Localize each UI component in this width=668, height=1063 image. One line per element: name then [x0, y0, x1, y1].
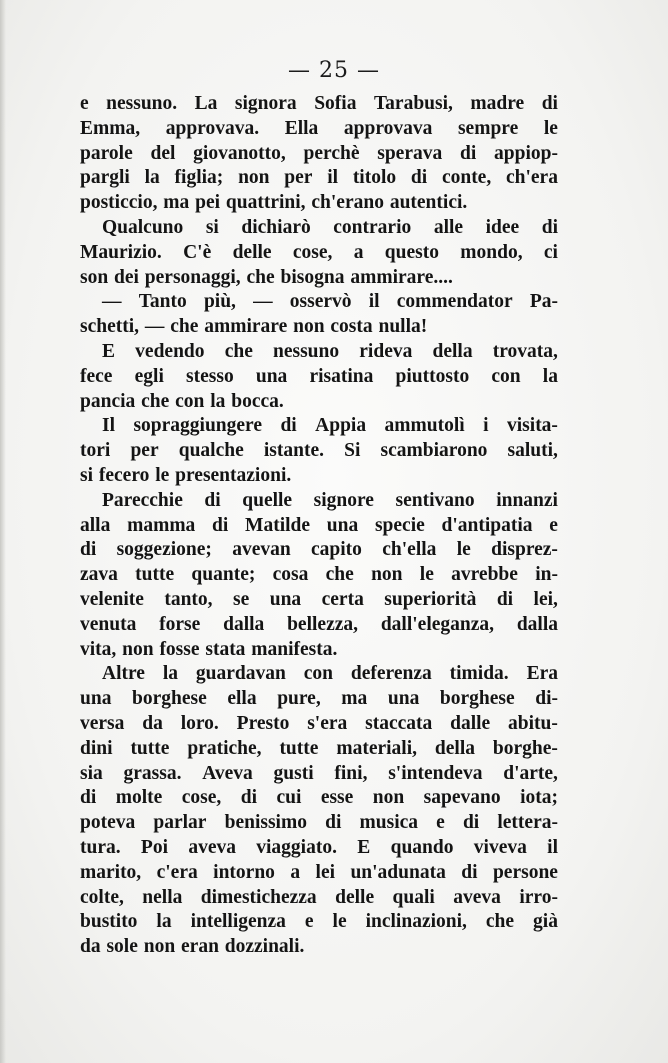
word: che	[141, 390, 170, 412]
word: da	[142, 712, 163, 734]
word: versa	[80, 712, 125, 734]
word: perchè	[303, 142, 360, 164]
word: Parecchie	[102, 489, 183, 511]
word: non	[143, 936, 176, 958]
word: signore	[313, 489, 374, 511]
word: di	[204, 489, 221, 511]
word: le	[155, 464, 170, 486]
word: di	[410, 167, 428, 189]
word: zava	[80, 564, 118, 586]
word: Sofia	[314, 93, 357, 114]
word: una	[387, 688, 420, 710]
word: avrebbe	[451, 564, 518, 586]
word: venuta	[80, 613, 137, 635]
word: ci	[543, 241, 558, 263]
word: cose,	[181, 787, 222, 809]
word: quelle	[242, 489, 293, 511]
word: sia	[80, 762, 103, 784]
word: di	[80, 787, 97, 809]
word: a	[353, 241, 364, 263]
word: di-	[535, 688, 558, 710]
word: una	[326, 514, 359, 536]
word: ammirare	[204, 316, 288, 338]
word: innanzi	[496, 489, 558, 511]
page-edge-shadow	[0, 0, 6, 1063]
word: dichiarò	[241, 216, 311, 238]
word: le	[456, 539, 471, 561]
word: tutte	[135, 564, 175, 586]
body-text	[80, 92, 558, 960]
word: contrario	[333, 216, 412, 238]
word: d'arte,	[503, 762, 558, 784]
word: sperava	[377, 142, 443, 164]
word: del	[150, 142, 176, 164]
word: di	[462, 812, 480, 834]
word: C'è	[183, 241, 212, 263]
word: Presto	[236, 712, 290, 734]
word: tutte	[279, 737, 319, 759]
word: una	[80, 688, 112, 710]
word: in-	[535, 564, 558, 586]
word: ch'era	[505, 167, 558, 189]
word: lettera-	[497, 812, 558, 834]
word: ammutolì	[384, 415, 465, 437]
word: Si	[344, 440, 361, 462]
word: approvava	[343, 117, 433, 139]
word: di	[80, 539, 97, 561]
text-line	[80, 266, 558, 291]
text-line	[80, 762, 558, 787]
word: La	[194, 93, 218, 114]
text-line	[80, 414, 558, 439]
text-line	[80, 365, 558, 390]
word: parole	[80, 142, 133, 164]
word: sapevano	[423, 787, 501, 809]
word: la	[162, 663, 179, 685]
word: con	[303, 663, 333, 685]
word: viveva	[473, 836, 527, 858]
word: presentazioni.	[175, 464, 292, 486]
word: eran	[181, 936, 219, 958]
word: persone	[492, 861, 558, 883]
text-line	[80, 92, 558, 117]
word: ma	[341, 688, 368, 710]
word: superiorità	[384, 588, 477, 610]
word: trovata,	[492, 340, 558, 362]
word: un'adunata	[350, 861, 446, 883]
word: viaggiato.	[256, 836, 337, 858]
word: risatina	[309, 365, 374, 387]
word: delle	[232, 241, 272, 263]
text-line	[80, 687, 558, 712]
text-line	[80, 712, 558, 737]
word: vedendo	[135, 340, 205, 362]
word: gusti	[273, 762, 314, 784]
word: egli	[134, 365, 164, 387]
word: nessuno.	[106, 93, 178, 114]
word: alle	[433, 216, 464, 238]
text-line	[80, 464, 558, 489]
word: iota;	[520, 787, 558, 809]
word: Tarabusi,	[373, 93, 453, 114]
word: pei	[195, 192, 221, 214]
word: esse	[320, 787, 354, 809]
text-line	[80, 142, 558, 167]
word: per	[284, 167, 313, 189]
word: giovanotto,	[193, 142, 286, 164]
word: sempre	[457, 117, 519, 139]
text-line	[80, 439, 558, 464]
text-line	[80, 886, 558, 911]
word: Maurizio.	[80, 241, 162, 263]
word: tura.	[80, 836, 121, 858]
word: sopraggiungere	[133, 415, 263, 437]
word: Poi	[140, 836, 169, 858]
text-line	[80, 538, 558, 563]
word: d'antipatia	[441, 514, 533, 536]
word: schetti,	[80, 316, 140, 338]
word: dini	[80, 737, 113, 759]
word: ch'ella	[382, 539, 437, 561]
word: timida.	[449, 663, 509, 685]
word: il	[368, 291, 380, 313]
word: son	[80, 266, 109, 288]
word: Era	[526, 663, 558, 685]
word: s'intendeva	[388, 762, 483, 784]
word: tanto,	[164, 588, 213, 610]
word: posticcio,	[80, 192, 158, 214]
word: la	[156, 911, 172, 933]
word: non	[372, 787, 405, 809]
word: da	[80, 936, 101, 958]
word: una	[255, 365, 288, 387]
word: abitu-	[508, 712, 558, 734]
word: guardavan	[195, 663, 286, 685]
word: e	[549, 514, 558, 536]
word: borghese	[132, 688, 207, 710]
word: e	[80, 93, 89, 114]
word: dimestichezza	[200, 886, 317, 908]
text-line	[80, 935, 558, 960]
word: Emma,	[80, 117, 141, 139]
word: parlar	[153, 812, 207, 834]
text-line	[80, 910, 558, 935]
word: Ella	[284, 117, 319, 139]
word: dalle	[450, 712, 491, 734]
word: istante.	[263, 440, 324, 462]
word: che	[170, 316, 199, 338]
word: una	[269, 588, 302, 610]
word: dalla	[223, 613, 265, 635]
word: staccata	[365, 712, 433, 734]
text-line	[80, 861, 558, 886]
text-line	[80, 489, 558, 514]
text-line	[80, 786, 558, 811]
word: quante;	[191, 564, 256, 586]
word: le	[419, 564, 434, 586]
word: borghe-	[492, 737, 558, 759]
word: i	[483, 415, 489, 437]
word: certa	[321, 588, 364, 610]
word: Aveva	[202, 762, 253, 784]
word: di	[325, 812, 342, 834]
word: irro-	[519, 886, 558, 908]
word: saluti,	[507, 440, 558, 462]
word: il	[327, 167, 339, 189]
word: della	[432, 340, 473, 362]
word: pure,	[277, 688, 321, 710]
word: inclinazioni,	[365, 911, 467, 933]
word: tutte	[130, 737, 170, 759]
word: di	[212, 514, 229, 536]
word: di	[240, 787, 257, 809]
word: di	[460, 142, 477, 164]
word: bustito	[80, 911, 138, 933]
text-line	[80, 662, 558, 687]
word: approvava.	[165, 117, 260, 139]
word: se	[233, 588, 250, 610]
word: loro.	[180, 712, 219, 734]
text-line	[80, 216, 558, 241]
word: della	[434, 737, 476, 759]
word: bocca.	[231, 390, 284, 412]
word: —	[144, 316, 165, 338]
word: ma	[163, 192, 190, 214]
word: colte,	[80, 886, 124, 908]
word: la	[542, 365, 558, 387]
word: stata	[205, 638, 246, 660]
word: osservò	[289, 291, 352, 313]
word: materiali,	[336, 737, 418, 759]
word: si	[205, 216, 219, 238]
word: ch'erano	[311, 192, 384, 214]
word: ammirare....	[350, 266, 453, 288]
text-line	[80, 514, 558, 539]
word: con	[491, 365, 521, 387]
word: idee	[485, 216, 520, 238]
word: velenite	[80, 588, 144, 610]
word: le	[332, 911, 347, 933]
word: aveva	[453, 886, 501, 908]
word: bisogna	[280, 266, 345, 288]
word: quattrini,	[225, 192, 306, 214]
word: manifesta.	[251, 638, 338, 660]
word: quando	[390, 836, 454, 858]
word: Tanto	[138, 291, 187, 313]
word: già	[533, 911, 558, 933]
text-line	[80, 390, 558, 415]
word: cui	[276, 787, 302, 809]
word: aveva	[188, 836, 236, 858]
page-number: — 25 —	[288, 58, 380, 83]
word: poteva	[80, 812, 136, 834]
word: che	[485, 911, 515, 933]
text-line	[80, 340, 558, 365]
word: s'era	[307, 712, 348, 734]
word: non	[371, 564, 403, 586]
word: appiop-	[494, 142, 558, 164]
word: nella	[142, 886, 183, 908]
word: grassa.	[123, 762, 182, 784]
word: borghese	[439, 688, 515, 710]
word: non	[293, 316, 325, 338]
word: madre	[470, 93, 525, 114]
word: le	[543, 117, 558, 139]
word: sentivano	[395, 489, 475, 511]
word: avevan	[232, 539, 291, 561]
word: dozzinali.	[224, 936, 305, 958]
word: di	[496, 588, 514, 610]
word: Appia	[315, 415, 367, 437]
word: signora	[234, 93, 297, 114]
word: e	[304, 911, 314, 933]
text-line	[80, 166, 558, 191]
word: nessuno	[273, 340, 340, 362]
word: soggezione;	[116, 539, 212, 561]
word: pancia	[80, 390, 136, 412]
word: tori	[80, 440, 111, 462]
word: non	[122, 638, 154, 660]
word: Qualcuno	[102, 216, 184, 238]
word: di	[541, 93, 558, 114]
word: c'era	[156, 861, 198, 883]
word: rideva	[359, 340, 413, 362]
word: capito	[311, 539, 362, 561]
word: quali	[392, 886, 435, 908]
word: e	[436, 812, 445, 834]
word: forse	[159, 613, 201, 635]
word: autentici.	[389, 192, 468, 214]
text-line	[80, 811, 558, 836]
word: disprez-	[491, 539, 558, 561]
word: marito,	[80, 861, 142, 883]
word: qualche	[178, 440, 244, 462]
word: fini,	[334, 762, 368, 784]
word: si	[80, 464, 94, 486]
word: fece	[80, 365, 113, 387]
word: che	[246, 266, 275, 288]
word: Altre	[102, 663, 145, 685]
word: a	[290, 861, 301, 883]
word: che	[325, 564, 354, 586]
word: Matilde	[245, 514, 311, 536]
word: sole	[106, 936, 138, 958]
text-line	[80, 588, 558, 613]
word: scambiarono	[380, 440, 488, 462]
word: vita,	[80, 638, 117, 660]
word: cose,	[292, 241, 333, 263]
word: questo	[384, 241, 439, 263]
text-line	[80, 638, 558, 663]
word: Il	[102, 415, 116, 437]
word: benissimo	[224, 812, 307, 834]
word: intelligenza	[190, 911, 286, 933]
text-line	[80, 290, 558, 315]
text-line	[80, 737, 558, 762]
text-line	[80, 191, 558, 216]
word: stesso	[186, 365, 234, 387]
word: cosa	[272, 564, 309, 586]
word: conte,	[441, 167, 492, 189]
text-line	[80, 613, 558, 638]
word: bellezza,	[287, 613, 359, 635]
word: dall'eleganza,	[380, 613, 495, 635]
word: intorno	[213, 861, 275, 883]
word: lei	[315, 861, 336, 883]
word: ella	[227, 688, 257, 710]
word: con	[175, 390, 205, 412]
word: Pa-	[529, 291, 558, 313]
word: più,	[203, 291, 236, 313]
word: fosse	[159, 638, 200, 660]
word: piuttosto	[395, 365, 470, 387]
word: non	[238, 167, 270, 189]
word: E	[357, 836, 371, 858]
word: personaggi,	[144, 266, 241, 288]
word: titolo	[352, 167, 397, 189]
word: lei,	[533, 588, 558, 610]
word: per	[130, 440, 159, 462]
word: pratiche,	[187, 737, 262, 759]
word: E	[102, 340, 116, 362]
word: dei	[114, 266, 139, 288]
word: di	[541, 216, 558, 238]
word: mamma	[127, 514, 196, 536]
text-line	[80, 117, 558, 142]
word: mondo,	[460, 241, 523, 263]
word: alla	[80, 514, 111, 536]
word: specie	[374, 514, 425, 536]
text-line	[80, 563, 558, 588]
word: nulla!	[378, 316, 428, 338]
word: fecero	[98, 464, 150, 486]
word: il	[547, 836, 558, 858]
word: costa	[330, 316, 373, 338]
word: commendator	[396, 291, 513, 313]
word: pargli	[80, 167, 130, 189]
word: molte	[115, 787, 163, 809]
text-line	[80, 836, 558, 861]
word: di	[461, 861, 478, 883]
word: delle	[335, 886, 375, 908]
word: la	[144, 167, 160, 189]
word: musica	[359, 812, 419, 834]
word: di	[280, 415, 297, 437]
word: visita-	[507, 415, 558, 437]
text-line	[80, 241, 558, 266]
word: figlia;	[174, 167, 224, 189]
word: —	[102, 291, 122, 313]
word: la	[210, 390, 226, 412]
word: deferenza	[350, 663, 432, 685]
word: —	[253, 291, 273, 313]
word: che	[224, 340, 253, 362]
word: dalla	[516, 613, 558, 635]
text-line	[80, 315, 558, 340]
